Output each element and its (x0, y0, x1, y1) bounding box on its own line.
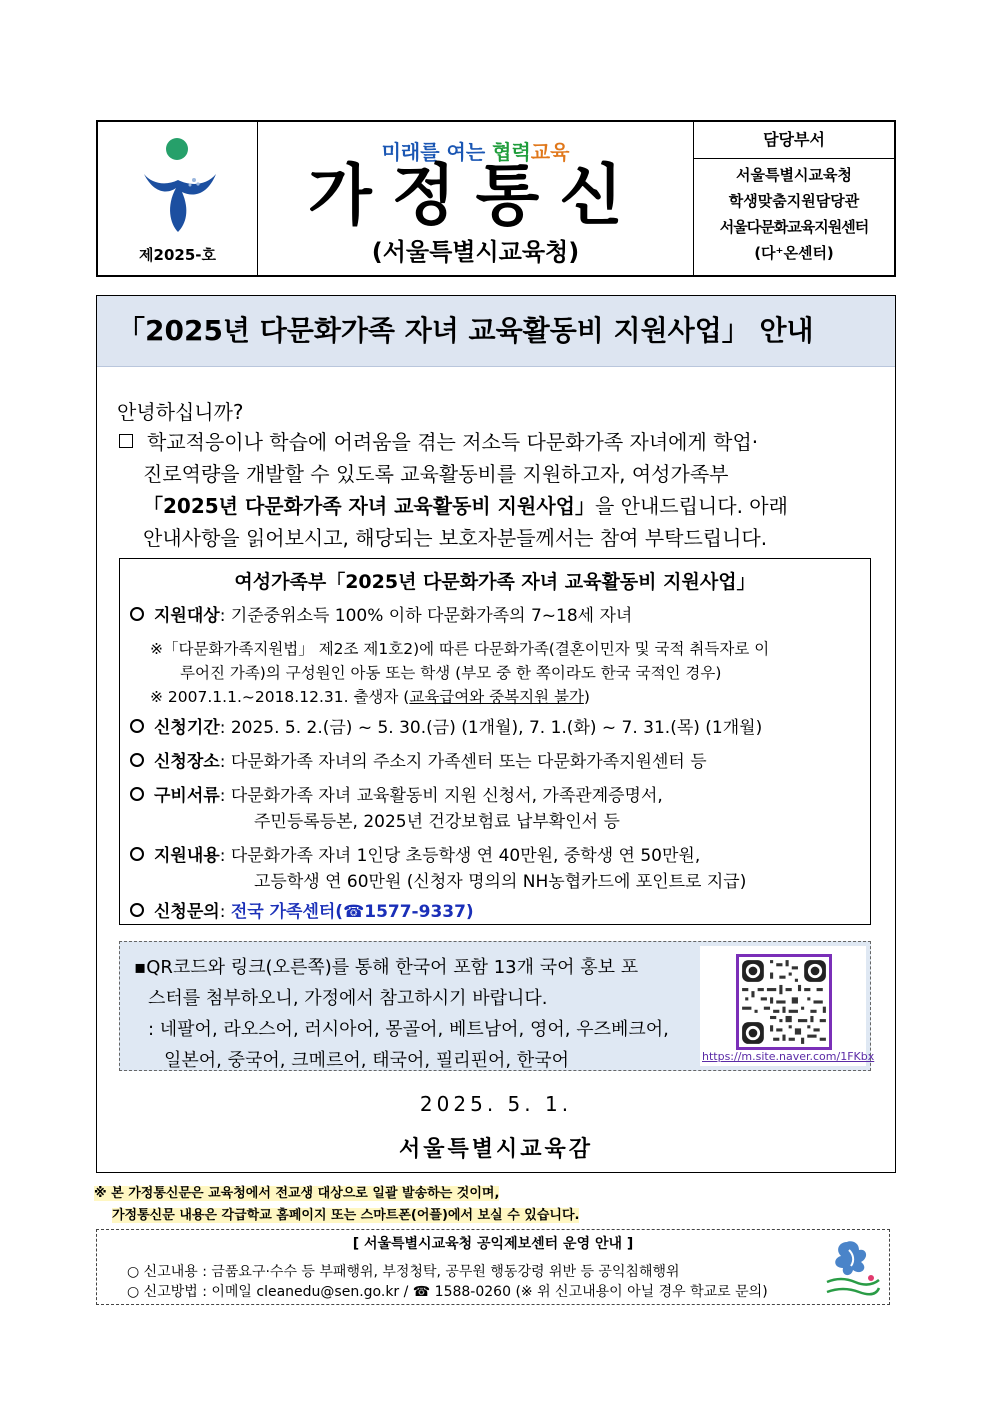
notice-title-banner (97, 296, 895, 367)
target-note (150, 685, 590, 709)
document-subtitle: (서울특별시교육청) (371, 238, 580, 266)
document-title: 가정통신 (307, 157, 644, 234)
note-text: ※ 2007.1.1.~2018.12.31. 출생자 ( (150, 688, 410, 706)
info-row-content (130, 843, 700, 869)
report-title: [ 서울특별시교육청 공익제보센터 운영 안내 ] (352, 1236, 634, 1252)
info-row-docs (130, 783, 663, 809)
info-title: 여성가족부「2025년 다문화가족 자녀 교육활동비 지원사업」 (234, 571, 756, 593)
info-label: 지원내용 (154, 846, 220, 866)
report-center-box (96, 1229, 890, 1305)
note-underlined: 교육급여와 중복지원 불가 (409, 688, 584, 706)
info-row-period (130, 715, 762, 741)
department-cell (694, 122, 894, 275)
note-text: 가정통신문 내용은 각급학교 홈페이지 또는 스마트폰(어플)에서 보실 수 있습니다. (112, 1208, 580, 1223)
seoul-education-logo-icon (132, 136, 222, 236)
qr-link[interactable]: https://m.site.naver.com/1FKbx (702, 1050, 875, 1063)
qr-info-box (119, 941, 875, 1071)
clean-education-logo-icon (821, 1236, 881, 1300)
checkbox-bullet-icon (119, 434, 133, 448)
info-value: : 2025. 5. 2.(금) ~ 5. 30.(금) (1개월), 7. 1.(화) ~ 7. 31.(목) (1개월) (219, 718, 763, 738)
signature: 서울특별시교육감 (398, 1137, 594, 1162)
notice-title: 「2025년 다문화가족 자녀 교육활동비 지원사업」 안내 (117, 314, 814, 347)
report-line: ○ 신고내용 : 금품요구·수수 등 부패행위, 부정청탁, 공무원 행동강령 위반 등 공익침해행위 (127, 1264, 680, 1280)
intro-text: 학교적응이나 학습에 어려움을 겪는 저소득 다문화가족 자녀에게 학업· (147, 430, 759, 454)
notice-box (96, 295, 896, 1173)
qr-text: 스터를 첨부하오니, 가정에서 참고하시기 바랍니다. (148, 988, 548, 1009)
info-label: 지원대상 (154, 606, 220, 626)
intro-text: 을 안내드립니다. 아래 (594, 494, 788, 518)
info-label: 구비서류 (154, 786, 220, 806)
info-label: 신청문의 (154, 902, 220, 922)
qr-text: ▪QR코드와 링크(오른쪽)를 통해 한국어 포함 13개 국어 홍보 포 (134, 957, 639, 978)
program-name: 「2025년 다문화가족 자녀 교육활동비 지원사업」 (143, 494, 595, 518)
distribution-note (94, 1183, 579, 1227)
info-value: : 다문화가족 자녀의 주소지 가족센터 또는 다문화가족지원센터 등 (219, 752, 707, 772)
info-label: 신청기간 (154, 718, 220, 738)
inquiry-contact: 전국 가족센터(☎1577-9337) (230, 902, 474, 922)
info-value: 주민등록등본, 2025년 건강보험료 납부확인서 등 (254, 812, 620, 832)
info-row-target (130, 603, 632, 629)
info-row-place (130, 749, 707, 775)
header-table (96, 120, 896, 277)
qr-description (134, 952, 694, 1076)
program-info-box (119, 558, 871, 925)
department-line: 학생맞춤지원담당관 (728, 192, 860, 210)
slogan-part: 교육 (530, 140, 570, 164)
note-text: ) (583, 688, 590, 706)
info-value: : 다문화가족 자녀 교육활동비 지원 신청서, 가족관계증명서, (219, 786, 663, 806)
department-label: 담당부서 (694, 122, 894, 159)
department-line: 서울특별시교육청 (736, 166, 852, 184)
note-text: ※ 본 가정통신문은 교육청에서 전교생 대상으로 일괄 발송하는 것이며, (94, 1186, 500, 1201)
intro-text: 안내사항을 읽어보시고, 해당되는 보호자분들께서는 참여 부탁드립니다. (143, 526, 768, 550)
issue-number: 제2025-호 (139, 246, 216, 264)
issue-date: 2025. 5. 1. (419, 1092, 573, 1116)
circle-bullet-icon (130, 903, 144, 917)
qr-text: 일본어, 중국어, 크메르어, 태국어, 필리핀어, 한국어 (164, 1050, 569, 1071)
circle-bullet-icon (130, 787, 144, 801)
title-cell (258, 122, 694, 275)
info-value: : 기준중위소득 100% 이하 다문화가족의 7~18세 자녀 (219, 606, 633, 626)
intro-paragraph (119, 426, 879, 554)
target-note: ※「다문화가족지원법」 제2조 제1호2)에 따른 다문화가족(결혼이민자 및 국적 취득자로 이 (150, 640, 770, 658)
circle-bullet-icon (130, 847, 144, 861)
target-note: 루어진 가족)의 구성원인 아동 또는 학생 (부모 중 한 쪽이라도 한국 국적인 경우) (180, 664, 722, 682)
info-value: : 다문화가족 자녀 1인당 초등학생 연 40만원, 중학생 연 50만원, (219, 846, 701, 866)
logo-cell (98, 122, 258, 275)
qr-panel (700, 946, 875, 1066)
info-label: 신청장소 (154, 752, 220, 772)
department-list (694, 162, 894, 266)
intro-text: 진로역량을 개발할 수 있도록 교육활동비를 지원하고자, 여성가족부 (143, 462, 729, 486)
qr-text: : 네팔어, 라오스어, 러시아어, 몽골어, 베트남어, 영어, 우즈베크어, (148, 1019, 669, 1040)
circle-bullet-icon (130, 719, 144, 733)
slogan-part: 미래를 여는 (381, 140, 493, 164)
info-row-inquiry (130, 899, 474, 925)
department-line: (다⁺온센터) (754, 244, 834, 262)
report-line: ○ 신고방법 : 이메일 cleanedu@sen.go.kr / ☎ 1588-0260 (※ 위 신고내용이 아닐 경우 학교로 문의) (127, 1284, 768, 1300)
slogan-part: 협력 (492, 140, 531, 164)
department-line: 서울다문화교육지원센터 (719, 218, 869, 236)
info-colon: : (219, 902, 231, 922)
info-value: 고등학생 연 60만원 (신청자 명의의 NH농협카드에 포인트로 지급) (254, 872, 747, 892)
greeting: 안녕하십니까? (117, 400, 244, 424)
circle-bullet-icon (130, 607, 144, 621)
qr-code-icon[interactable] (736, 954, 832, 1050)
circle-bullet-icon (130, 753, 144, 767)
